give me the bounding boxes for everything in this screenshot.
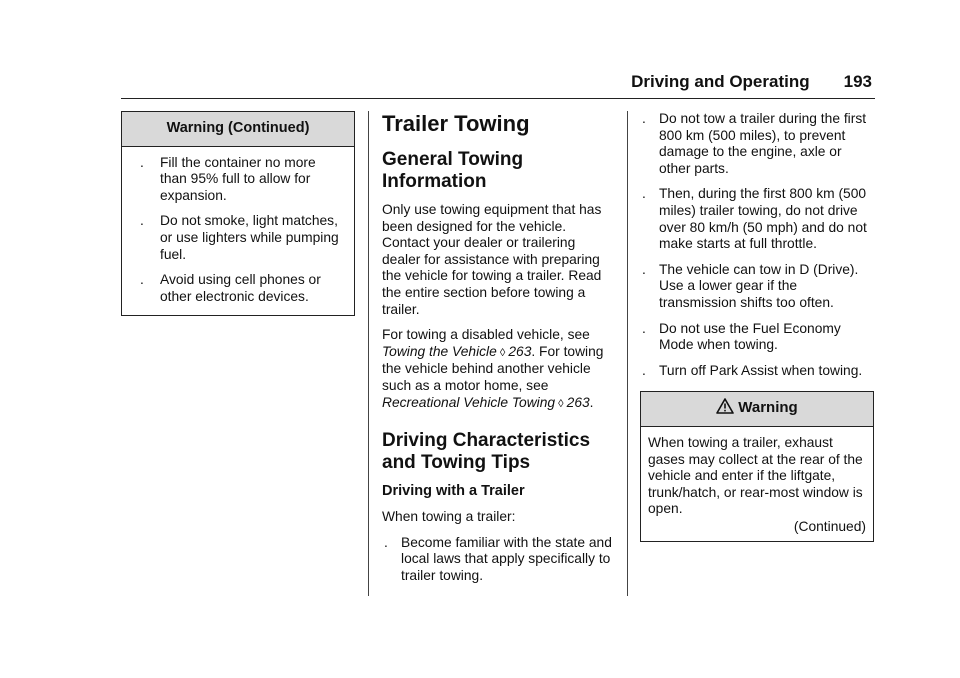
text-run: . — [589, 394, 594, 410]
list-item-text: Fill the container no more than 95% full to allow for expansion. — [160, 154, 316, 203]
link-recreational-vehicle-towing[interactable]: Recreational Vehicle Towing — [382, 394, 556, 410]
bullet-marker: . — [140, 213, 144, 229]
disabled-vehicle-paragraph — [382, 327, 612, 412]
list-item-text: Become familiar with the state and local laws that apply specifically to trailer towing. — [401, 534, 612, 583]
list-item — [640, 321, 874, 354]
warning-title — [641, 392, 873, 427]
page-header — [631, 72, 872, 92]
heading-general-towing-information: General Towing Information — [382, 149, 524, 192]
heading-driving-characteristics: Driving Characteristics and Towing Tips — [382, 430, 591, 474]
column-divider-1 — [368, 111, 369, 596]
warning-box — [640, 391, 874, 542]
page-ref-arrow-icon: ◊ — [555, 397, 567, 410]
warning-continued-box — [121, 111, 355, 316]
text-run: For towing a disabled vehicle, see — [382, 327, 590, 343]
list-item — [640, 111, 874, 177]
list-item-text: Do not use the Fuel Economy Mode when towing. — [659, 320, 841, 353]
list-item — [130, 272, 346, 305]
text-run: . For towing the vehicle behind another vehicle such as a motor home, see — [382, 343, 604, 393]
warning-continued-title: Warning (Continued) — [122, 112, 354, 147]
bullet-marker: . — [642, 111, 646, 126]
general-towing-paragraph: Only use towing equipment that has been designed for the vehicle. Contact your dealer or trailering dealer for assistance with preparing the vehicle for towing a trailer. Read the entire section before towing a trailer. — [382, 202, 602, 317]
bullet-marker: . — [140, 154, 144, 170]
page-number: 193 — [843, 72, 872, 91]
warning-body-text: When towing a trailer, exhaust gases may collect at the rear of the vehicle and enter if the liftgate, trunk/hatch, or rear-most window is open. — [648, 434, 863, 517]
list-item — [130, 155, 346, 205]
warning-triangle-icon — [716, 398, 734, 419]
continued-label: (Continued) — [793, 518, 866, 534]
bullet-marker: . — [642, 261, 646, 277]
list-item-text: The vehicle can tow in D (Drive). Use a lower gear if the transmission shifts too often. — [659, 261, 859, 310]
bullet-marker: . — [642, 362, 646, 378]
list-item-text: Turn off Park Assist when towing. — [659, 362, 863, 378]
bullet-marker: . — [642, 186, 646, 202]
section-title: Driving and Operating — [631, 72, 810, 91]
list-item — [640, 363, 874, 380]
list-item — [640, 262, 874, 312]
list-item-text: Avoid using cell phones or other electronic devices. — [160, 272, 321, 304]
bullet-marker: . — [642, 320, 646, 336]
page-ref-arrow-icon: ◊ — [496, 346, 509, 359]
header-rule — [121, 98, 875, 99]
link-towing-the-vehicle[interactable]: Towing the Vehicle — [382, 343, 497, 359]
warning-continued-body — [122, 147, 354, 316]
page-ref-1[interactable]: 263 — [508, 343, 532, 359]
list-item-text: Do not smoke, light matches, or use lighters while pumping fuel. — [160, 213, 339, 262]
bullet-marker: . — [384, 534, 388, 550]
subheading-driving-with-trailer: Driving with a Trailer — [382, 483, 525, 500]
column-2 — [382, 111, 612, 594]
page-ref-2[interactable]: 263 — [566, 394, 590, 410]
intro-paragraph: When towing a trailer: — [382, 509, 516, 525]
warning-body — [641, 427, 873, 542]
list-item-text: Do not tow a trailer during the first 800 km (500 miles), to prevent damage to the engine, axle or other parts. — [659, 111, 867, 176]
list-item — [130, 213, 346, 263]
list-item — [382, 535, 612, 585]
list-item-text: Then, during the first 800 km (500 miles) trailer towing, do not drive over 80 km/h (50 mph) and do not make starts at full throttle. — [659, 186, 867, 252]
column-3 — [640, 111, 874, 542]
column-divider-2 — [627, 111, 628, 596]
column-1 — [121, 111, 355, 316]
bullet-marker: . — [140, 272, 144, 288]
list-item — [640, 186, 874, 252]
section-heading-trailer-towing: Trailer Towing — [382, 111, 530, 136]
warning-title-text: Warning — [738, 399, 798, 417]
